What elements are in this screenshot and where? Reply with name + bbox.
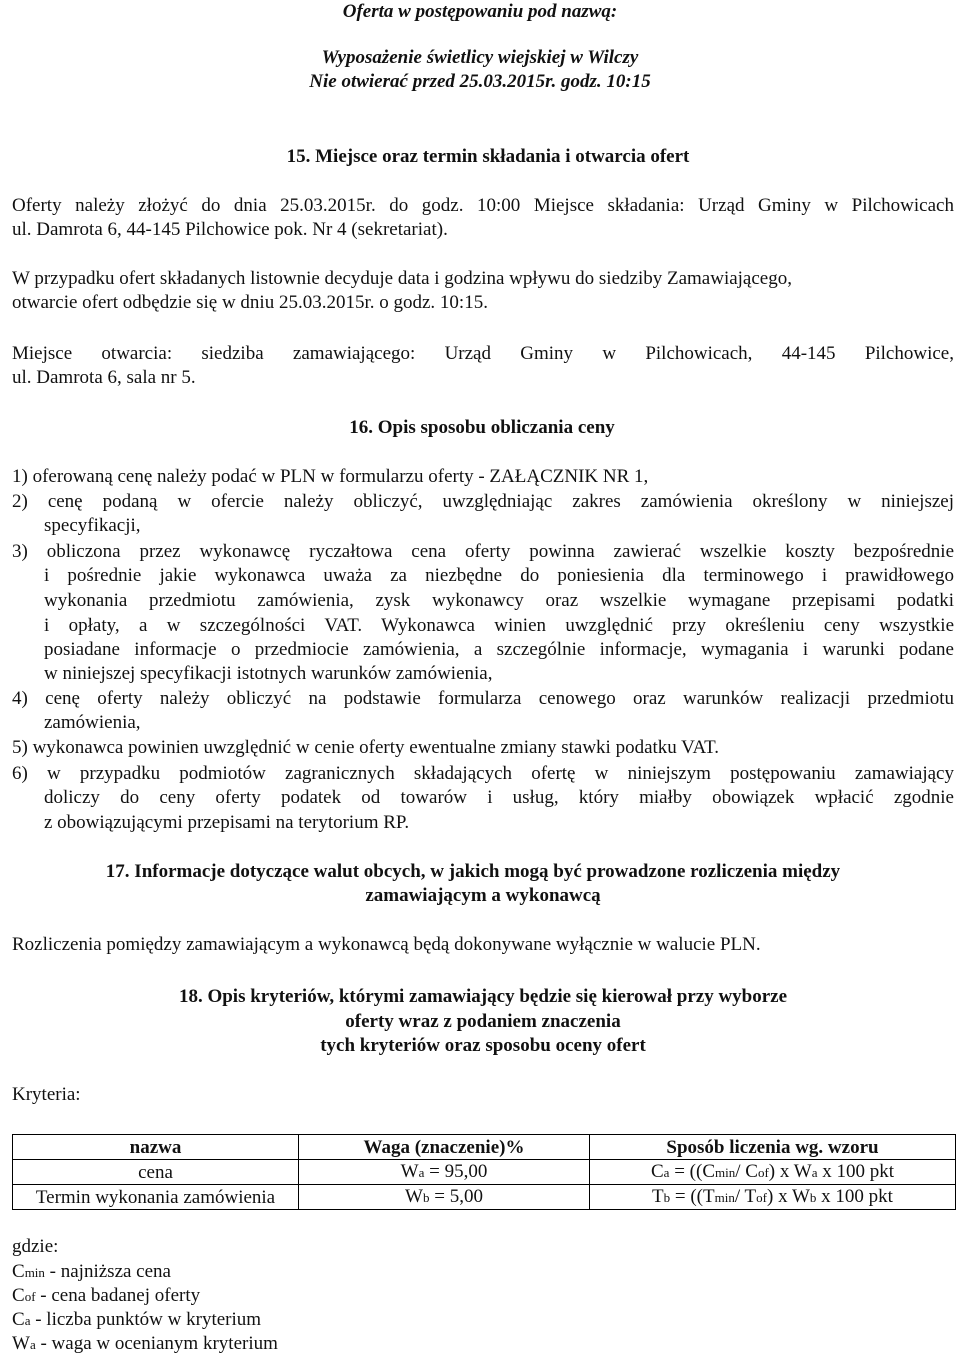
s15-p1-line1: Oferty należy złożyć do dnia 25.03.2015r. do godz. 10:00 Miejsce składania: Urząd Gminy w Pilchowicach bbox=[12, 195, 954, 216]
legend-item: Cmin - najniższa cena bbox=[12, 1261, 171, 1282]
criteria-row-formula: Ca = ((Cmin/ Cof) x Wa x 100 pkt bbox=[590, 1160, 956, 1185]
section-18-heading-line1: 18. Opis kryteriów, którymi zamawiający będzie się kierował przy wyborze bbox=[178, 986, 788, 1007]
section-17-heading-line2: zamawiającym a wykonawcą bbox=[365, 885, 601, 906]
s16-item-3-line1: 3) obliczona przez wykonawcę ryczałtowa cena oferty powinna zawierać wszelkie koszty bezpośrednie bbox=[12, 541, 954, 562]
criteria-header-name: nazwa bbox=[13, 1135, 299, 1160]
criteria-header-weight: Waga (znaczenie)% bbox=[299, 1135, 590, 1160]
s15-p3-line1: Miejsce otwarcia: siedziba zamawiającego: Urząd Gminy w Pilchowicach, 44-145 Pilchowice, bbox=[12, 343, 954, 364]
criteria-row-weight: Wa = 95,00 bbox=[299, 1160, 590, 1185]
s15-p2-line2: otwarcie ofert odbędzie się w dniu 25.03.2015r. o godz. 10:15. bbox=[12, 292, 488, 313]
s16-item-5: 5) wykonawca powinien uwzględnić w cenie oferty ewentualne zmiany stawki podatku VAT. bbox=[12, 737, 720, 758]
criteria-row-weight: Wb = 5,00 bbox=[299, 1185, 590, 1210]
s16-item-6-line1: 6) w przypadku podmiotów zagranicznych składających ofertę w niniejszym postępowaniu zamawiający bbox=[12, 763, 954, 784]
s16-item-2-line2: specyfikacji, bbox=[44, 515, 141, 536]
offer-title: Oferta w postępowaniu pod nazwą: bbox=[342, 1, 618, 22]
s17-text: Rozliczenia pomiędzy zamawiającym a wykonawcą będą dokonywane wyłącznie w walucie PLN. bbox=[12, 934, 761, 955]
section-16-heading: 16. Opis sposobu obliczania ceny bbox=[349, 417, 615, 438]
criteria-header-formula: Sposób liczenia wg. wzoru bbox=[590, 1135, 956, 1160]
table-row bbox=[13, 1185, 956, 1210]
criteria-row-formula: Tb = ((Tmin/ Tof) x Wb x 100 pkt bbox=[590, 1185, 956, 1210]
s16-item-3-line3: wykonania przedmiotu zamówienia, zysk wykonawcy oraz wszelkie wymagane przepisami podatki bbox=[44, 590, 954, 611]
criteria-row-name: Termin wykonania zamówienia bbox=[13, 1185, 299, 1210]
s16-item-3-line4: i opłaty, a w szczególności VAT. Wykonawca winien uwzględnić przy określeniu ceny wszystkie bbox=[44, 615, 954, 636]
section-18-heading-line3: tych kryteriów oraz sposobu oceny ofert bbox=[320, 1035, 646, 1056]
s16-item-6-line3: z obowiązującymi przepisami na terytorium RP. bbox=[44, 812, 410, 833]
s16-item-3-line6: w niniejszej specyfikacji istotnych warunków zamówienia, bbox=[44, 663, 493, 684]
s16-item-1: 1) oferowaną cenę należy podać w PLN w formularzu oferty - ZAŁĄCZNIK NR 1, bbox=[12, 466, 649, 487]
legend-label: gdzie: bbox=[12, 1236, 59, 1257]
s15-p3-line2: ul. Damrota 6, sala nr 5. bbox=[12, 367, 196, 388]
s15-p2-line1: W przypadku ofert składanych listownie decyduje data i godzina wpływu do siedziby Zamawiającego, bbox=[12, 268, 792, 289]
offer-subject: Wyposażenie świetlicy wiejskiej w Wilczy bbox=[321, 47, 639, 68]
s16-item-4-line1: 4) cenę oferty należy obliczyć na podstawie formularza cenowego oraz warunków realizacji przedmiotu bbox=[12, 688, 954, 709]
s16-item-4-line2: zamówienia, bbox=[44, 712, 141, 733]
criteria-table-header-row bbox=[13, 1135, 956, 1160]
kryteria-label: Kryteria: bbox=[12, 1084, 81, 1105]
legend-item: Cof - cena badanej oferty bbox=[12, 1285, 201, 1306]
s16-item-2-line1: 2) cenę podaną w ofercie należy obliczyć, uwzględniając zakres zamówienia określony w niniejszej bbox=[12, 491, 954, 512]
criteria-table bbox=[12, 1134, 956, 1210]
s16-item-6-line2: doliczy do ceny oferty podatek od towarów i usług, który miałby obowiązek wpłacić zgodnie bbox=[44, 787, 954, 808]
table-row bbox=[13, 1160, 956, 1185]
offer-notice: Nie otwierać przed 25.03.2015r. godz. 10:15 bbox=[309, 71, 651, 92]
legend-item: Ca - liczba punktów w kryterium bbox=[12, 1309, 262, 1330]
criteria-row-name: cena bbox=[13, 1160, 299, 1185]
s15-p1-line2: ul. Damrota 6, 44-145 Pilchowice pok. Nr 4 (sekretariat). bbox=[12, 219, 448, 240]
legend-item: Wa - waga w ocenianym kryterium bbox=[12, 1333, 278, 1354]
s16-item-3-line5: posiadane informacje o przedmiocie zamówienia, a szczególnie informacje, wymagania i warunki podane bbox=[44, 639, 954, 660]
section-15-heading: 15. Miejsce oraz termin składania i otwarcia ofert bbox=[286, 146, 690, 167]
s16-item-3-line2: i pośrednie jakie wykonawca uważa za niezbędne do poniesienia dla terminowego i prawidłowego bbox=[44, 565, 954, 586]
section-17-heading-line1: 17. Informacje dotyczące walut obcych, w jakich mogą być prowadzone rozliczenia między bbox=[105, 861, 841, 882]
section-18-heading-line2: oferty wraz z podaniem znaczenia bbox=[345, 1011, 621, 1032]
